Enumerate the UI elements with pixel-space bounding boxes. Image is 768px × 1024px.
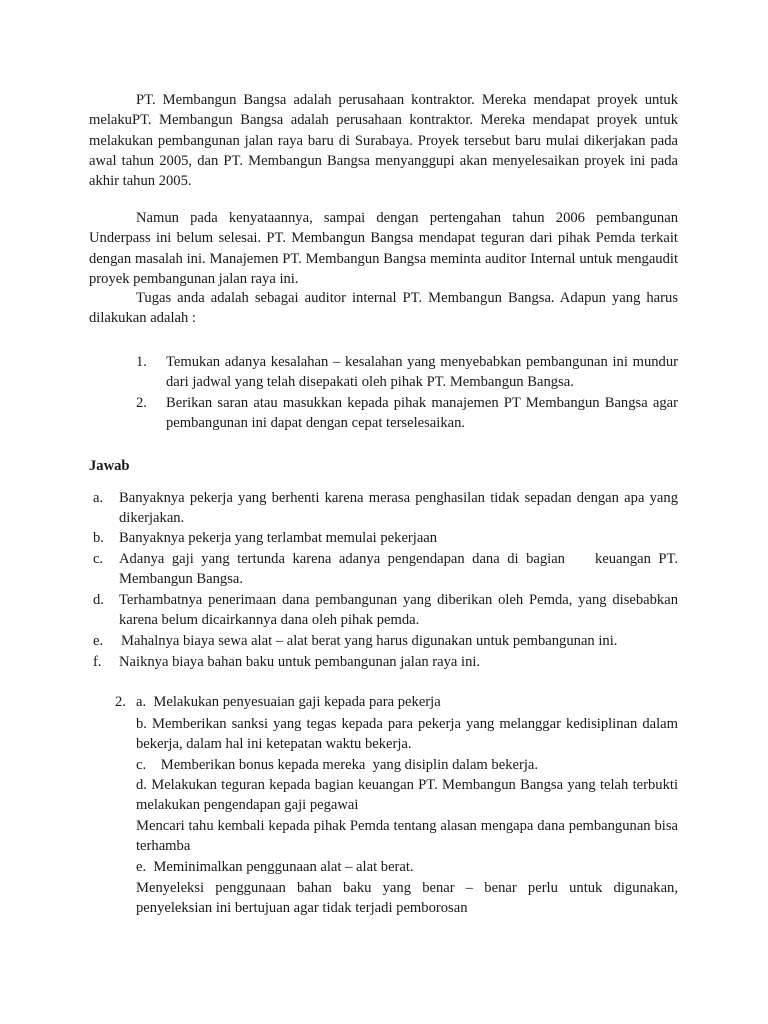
answer-section-number: 2. xyxy=(115,694,126,710)
task-number: 1. xyxy=(136,354,147,370)
answer-letter: c. xyxy=(93,551,104,567)
task-item: Temukan adanya kesalahan – kesalahan yang menyebabkan pembangunan ini mundur dari jadwal yang telah disepakati oleh pihak PT. Membangun Bangsa. xyxy=(166,354,678,391)
recommendation-c: c. Memberikan bonus kepada mereka yang disiplin dalam bekerja. xyxy=(136,757,539,773)
answer-letter: d. xyxy=(93,592,104,608)
answer-item: Banyaknya pekerja yang berhenti karena merasa penghasilan tidak sepadan dengan apa yang dikerjakan. xyxy=(119,490,678,527)
answer-item: Terhambatnya penerimaan dana pembangunan yang diberikan oleh Pemda, yang disebabkan karena belum dicairkannya dana oleh pihak pemda. xyxy=(119,592,678,629)
answer-item: Naiknya biaya bahan baku untuk pembangunan jalan raya ini. xyxy=(119,654,481,670)
answer-item: Adanya gaji yang tertunda karena adanya pengendapan dana di bagian keuangan PT. Membangun Bangsa. xyxy=(119,551,682,588)
answer-letter: a. xyxy=(93,490,104,506)
answer-letter: f. xyxy=(93,654,102,670)
recommendation-b: b. Memberikan sanksi yang tegas kepada para pekerja yang melanggar kedisiplinan dalam bekerja, dalam hal ini ketepatan waktu bekerja. xyxy=(136,716,678,753)
intro-paragraph-2: Namun pada kenyataannya, sampai dengan pertengahan tahun 2006 pembangunan Underpass ini belum selesai. PT. Membangun Bangsa mendapat teguran dari pihak Pemda terkait dengan masalah ini. Manajemen PT. Membangun Bangsa meminta auditor Internal untuk mengaudit proyek pembangunan jalan raya ini. xyxy=(89,210,678,287)
answer-item: Banyaknya pekerja yang terlambat memulai pekerjaan xyxy=(119,530,438,546)
recommendation-e-extra: Menyeleksi penggunaan bahan baku yang benar – benar perlu untuk digunakan, penyeleksian ini bertujuan agar tidak terjadi pemborosan xyxy=(136,880,678,917)
task-number: 2. xyxy=(136,395,147,411)
recommendation-d: d. Melakukan teguran kepada bagian keuangan PT. Membangun Bangsa yang telah terbukti melakukan pengendapan gaji pegawai xyxy=(136,777,678,814)
answer-item: Mahalnya biaya sewa alat – alat berat yang harus digunakan untuk pembangunan ini. xyxy=(121,633,618,649)
answer-heading: Jawab xyxy=(89,458,130,474)
task-item: Berikan saran atau masukkan kepada pihak manajemen PT Membangun Bangsa agar pembangunan ini dapat dengan cepat terselesaikan. xyxy=(166,395,678,432)
answer-letter: e. xyxy=(93,633,104,649)
recommendation-e: e. Meminimalkan penggunaan alat – alat berat. xyxy=(136,859,414,875)
answer-letter: b. xyxy=(93,530,104,546)
recommendation-d-extra: Mencari tahu kembali kepada pihak Pemda tentang alasan mengapa dana pembangunan bisa terhamba xyxy=(136,818,686,855)
recommendation-a: a. Melakukan penyesuaian gaji kepada para pekerja xyxy=(136,694,441,710)
intro-paragraph-1: PT. Membangun Bangsa adalah perusahaan kontraktor. Mereka mendapat proyek untuk melakuPT. Membangun Bangsa adalah perusahaan kontraktor. Mereka mendapat proyek untuk melakukan pembangunan jalan raya baru di Surabaya. Proyek tersebut baru mulai dikerjakan pada awal tahun 2005, dan PT. Membangun Bangsa menyanggupi akan menyelesaikan proyek ini pada akhir tahun 2005. xyxy=(89,92,678,190)
intro-paragraph-3: Tugas anda adalah sebagai auditor internal PT. Membangun Bangsa. Adapun yang harus dilakukan adalah : xyxy=(89,290,678,327)
